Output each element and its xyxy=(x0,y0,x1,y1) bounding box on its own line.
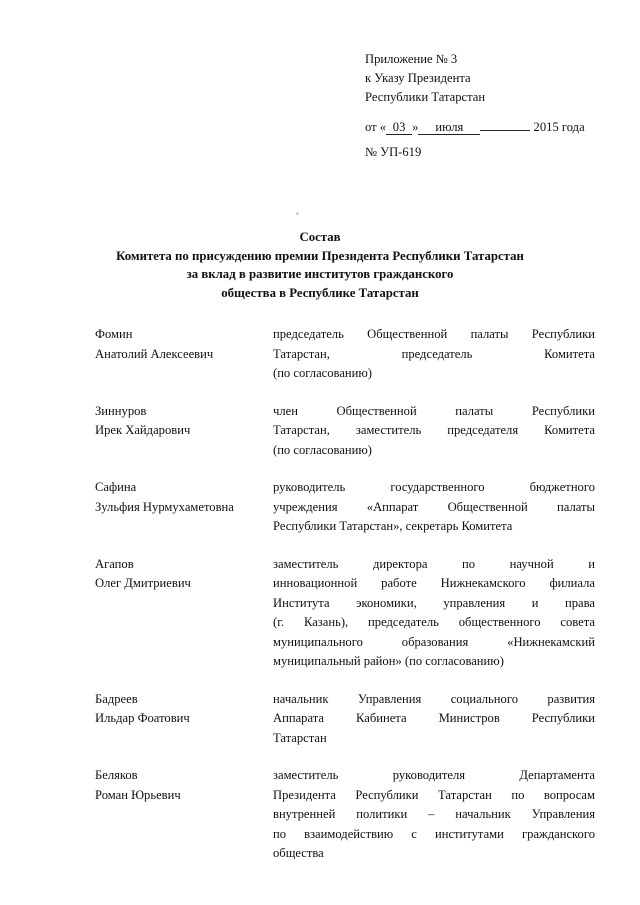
title-line-3: за вклад в развитие институтов гражданского xyxy=(186,267,454,281)
decree-number-line xyxy=(365,143,605,162)
member-role xyxy=(273,478,595,537)
date-day: 03 xyxy=(386,120,412,135)
member-surname: Фомин xyxy=(95,327,133,341)
role-line: Татарстан xyxy=(273,730,327,745)
member-role xyxy=(273,402,595,461)
date-prefix: от « xyxy=(365,120,387,134)
member-given-name: Олег Дмитриевич xyxy=(95,576,191,590)
role-line: Республики Татарстан», секретарь Комитета xyxy=(273,519,513,533)
list-item xyxy=(95,478,595,537)
decree-prefix: № УП- xyxy=(365,145,403,159)
title-line-4: общества в Республике Татарстан xyxy=(221,285,419,300)
role-line: общества xyxy=(273,846,324,860)
member-surname: Бадреев xyxy=(95,691,138,706)
list-item xyxy=(95,402,595,461)
member-name xyxy=(95,402,273,461)
role-line: учреждения «Аппарат Общественной палаты xyxy=(273,499,595,514)
member-role xyxy=(273,325,595,384)
decree-number: 619 xyxy=(402,145,422,159)
role-line: внутренней политики – начальник Управления xyxy=(273,807,595,821)
member-role xyxy=(273,690,595,749)
role-line: инновационной работе Нижнекамского филиала xyxy=(273,576,595,590)
member-given-name: Роман Юрьевич xyxy=(95,787,181,802)
role-line: руководитель государственного бюджетного xyxy=(273,480,595,494)
member-given-name: Зульфия Нурмухаметовна xyxy=(95,499,234,514)
member-given-name: Анатолий Алексеевич xyxy=(95,346,214,361)
list-item xyxy=(95,325,595,384)
role-line: Татарстан, заместитель председателя Комитета xyxy=(273,423,595,437)
role-line: по взаимодействию с институтами гражданского xyxy=(273,826,595,841)
header-line-3: Республики Татарстан xyxy=(365,90,486,104)
document-header xyxy=(365,50,605,162)
date-year: 2015 года xyxy=(533,120,585,134)
list-item xyxy=(95,766,595,864)
member-surname: Беляков xyxy=(95,768,138,782)
role-line: Института экономики, управления и права xyxy=(273,595,595,610)
member-name xyxy=(95,766,273,864)
role-line: Татарстан, председатель Комитета xyxy=(273,346,595,361)
member-role xyxy=(273,555,595,672)
member-surname: Агапов xyxy=(95,556,134,571)
role-line: заместитель директора по научной и xyxy=(273,556,595,571)
header-line-2: к Указу Президента xyxy=(365,71,471,85)
member-name xyxy=(95,690,273,749)
title-line-1: Состав xyxy=(299,230,341,244)
scan-artifact xyxy=(296,212,299,215)
role-line: председатель Общественной палаты Республики xyxy=(273,327,595,341)
role-line: (по согласованию) xyxy=(273,366,373,380)
member-name xyxy=(95,478,273,537)
role-line: член Общественной палаты Республики xyxy=(273,403,595,418)
member-surname: Зиннуров xyxy=(95,403,147,418)
page-title xyxy=(0,228,640,302)
date-blank xyxy=(480,130,530,131)
role-line: заместитель руководителя Департамента xyxy=(273,768,595,782)
member-given-name: Ирек Хайдарович xyxy=(95,423,191,437)
role-line: муниципального образования «Нижнекамский xyxy=(273,634,595,649)
title-line-2: Комитета по присуждению премии Президента Республики Татарстан xyxy=(116,248,524,263)
member-role xyxy=(273,766,595,864)
header-line-1: Приложение № 3 xyxy=(365,52,458,66)
role-line: муниципальный район» (по согласованию) xyxy=(273,654,504,668)
list-item xyxy=(95,690,595,749)
member-name xyxy=(95,325,273,384)
decree-date-line xyxy=(365,118,605,137)
member-name xyxy=(95,555,273,672)
member-given-name: Ильдар Фоатович xyxy=(95,711,190,725)
date-mid: » xyxy=(412,120,419,134)
date-month: июля xyxy=(418,120,480,135)
role-line: начальник Управления социального развития xyxy=(273,691,595,706)
member-surname: Сафина xyxy=(95,480,137,494)
role-line: (г. Казань), председатель общественного совета xyxy=(273,615,595,629)
role-line: (по согласованию) xyxy=(273,442,373,457)
list-item xyxy=(95,555,595,672)
committee-members-list xyxy=(95,325,595,882)
role-line: Аппарата Кабинета Министров Республики xyxy=(273,711,595,725)
role-line: Президента Республики Татарстан по вопросам xyxy=(273,787,595,802)
